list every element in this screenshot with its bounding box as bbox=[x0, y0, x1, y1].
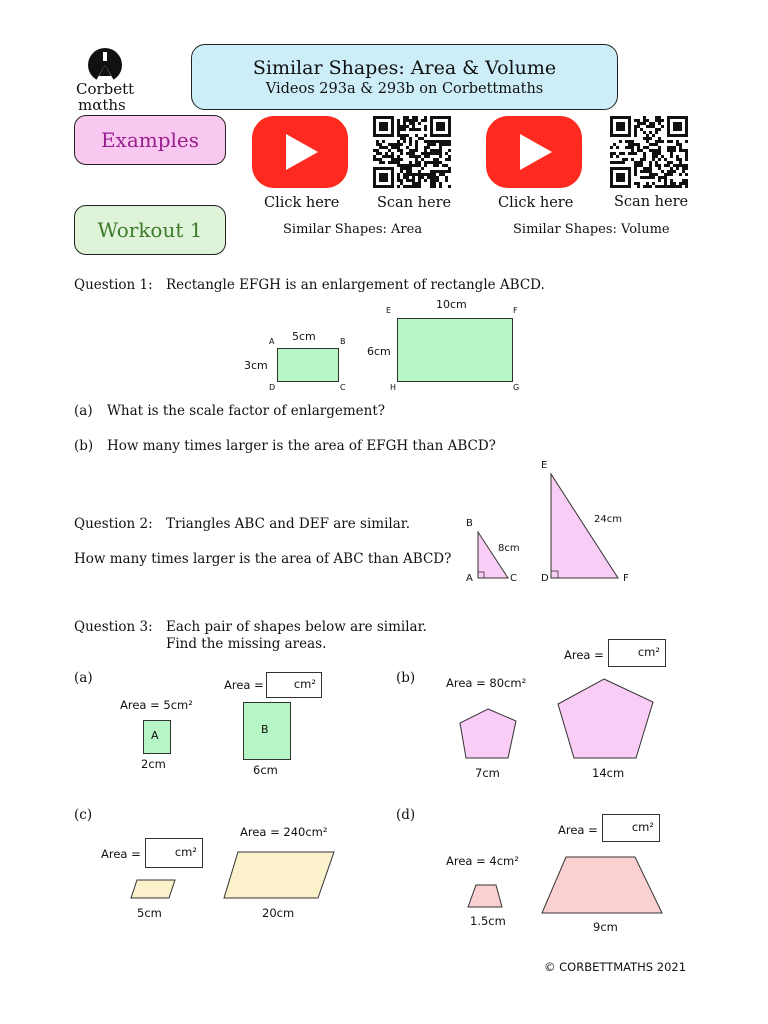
vertex-label: E bbox=[541, 460, 548, 471]
vertex-label: A bbox=[466, 573, 473, 584]
length-label: 5cm bbox=[292, 330, 316, 343]
unit-label: cm² bbox=[174, 845, 197, 859]
click-here-link-1[interactable]: Click here bbox=[264, 195, 340, 211]
q1a-text: What is the scale factor of enlargement? bbox=[107, 403, 386, 419]
pentagons-diagram bbox=[450, 676, 670, 766]
corbettmaths-logo bbox=[74, 46, 136, 114]
shape-label: A bbox=[151, 729, 159, 742]
q3-text-1: Each pair of shapes below are similar. bbox=[166, 619, 427, 635]
q1-label: Question 1: bbox=[74, 277, 153, 293]
answer-box-a[interactable] bbox=[266, 672, 322, 698]
q2-text: Triangles ABC and DEF are similar. bbox=[166, 516, 411, 532]
page-title: Similar Shapes: Area & Volume bbox=[252, 57, 557, 79]
trapezium-large bbox=[542, 857, 662, 913]
pentagon-small bbox=[460, 709, 516, 758]
title-banner bbox=[191, 44, 618, 110]
q3-text-2: Find the missing areas. bbox=[166, 636, 327, 652]
length-label: 1.5cm bbox=[470, 914, 506, 928]
video-caption-1: Similar Shapes: Area bbox=[283, 222, 423, 237]
examples-button[interactable]: Examples bbox=[74, 115, 226, 165]
vertex-label: E bbox=[386, 306, 392, 315]
parallelograms-diagram bbox=[120, 846, 350, 906]
area-prefix: Area = bbox=[224, 678, 264, 692]
vertex-label: F bbox=[513, 306, 518, 315]
unit-label: cm² bbox=[631, 820, 654, 834]
vertex-label: C bbox=[510, 573, 517, 584]
length-label: 2cm bbox=[141, 757, 166, 771]
copyright-footer: © CORBETTMATHS 2021 bbox=[544, 960, 687, 974]
answer-box-d[interactable] bbox=[602, 814, 660, 842]
pentagon-large bbox=[558, 679, 653, 758]
length-label: 5cm bbox=[137, 906, 162, 920]
length-label: 20cm bbox=[262, 906, 295, 920]
unit-label: cm² bbox=[637, 645, 660, 659]
q1b-label: (b) bbox=[74, 438, 94, 454]
scan-here-label-1: Scan here bbox=[377, 195, 452, 211]
trapeziums-diagram bbox=[460, 852, 670, 918]
play-icon bbox=[286, 134, 318, 170]
vertex-label: B bbox=[340, 337, 346, 346]
length-label: 7cm bbox=[475, 766, 500, 780]
triangle-def bbox=[551, 474, 618, 578]
area-prefix: Area = bbox=[101, 847, 141, 861]
q1b-text: How many times larger is the area of EFGH than ABCD? bbox=[107, 438, 496, 454]
length-label: 24cm bbox=[594, 514, 622, 525]
q2-label: Question 2: bbox=[74, 516, 153, 532]
video-caption-2: Similar Shapes: Volume bbox=[513, 222, 670, 237]
q3-label: Question 3: bbox=[74, 619, 153, 635]
qr-code-icon-2[interactable] bbox=[610, 116, 688, 188]
trapezium-small bbox=[468, 885, 502, 907]
logo-text-maths: mαths bbox=[78, 96, 126, 114]
known-area-label: Area = 240cm² bbox=[240, 825, 328, 839]
length-label: 14cm bbox=[592, 766, 625, 780]
q3a-label: (a) bbox=[74, 670, 93, 686]
length-label: 6cm bbox=[253, 763, 278, 777]
q1a-label: (a) bbox=[74, 403, 93, 419]
unit-label: cm² bbox=[293, 677, 316, 691]
q3d-label: (d) bbox=[396, 807, 416, 823]
length-label: 10cm bbox=[436, 298, 467, 311]
known-area-label: Area = 4cm² bbox=[446, 854, 519, 868]
vertex-label: D bbox=[269, 383, 276, 392]
vertex-label: A bbox=[269, 337, 275, 346]
vertex-label: D bbox=[541, 573, 549, 584]
length-label: 3cm bbox=[244, 359, 268, 372]
play-icon bbox=[520, 134, 552, 170]
length-label: 6cm bbox=[367, 345, 391, 358]
click-here-link-2[interactable]: Click here bbox=[498, 195, 574, 211]
parallelogram-small bbox=[131, 880, 175, 898]
page-subtitle: Videos 293a & 293b on Corbettmaths bbox=[265, 81, 544, 97]
q2-subquestion: How many times larger is the area of ABC than ABCD? bbox=[74, 551, 452, 567]
shape-label: B bbox=[261, 723, 269, 736]
logo-text-corbett: Corbett bbox=[76, 80, 135, 98]
length-label: 9cm bbox=[593, 920, 618, 934]
known-area-label: Area = 5cm² bbox=[120, 698, 193, 712]
qr-code-icon-1[interactable] bbox=[373, 116, 451, 188]
vertex-label: C bbox=[340, 383, 346, 392]
parallelogram-large bbox=[224, 852, 334, 898]
vertex-label: B bbox=[466, 518, 473, 529]
youtube-play-button-2[interactable] bbox=[486, 116, 582, 188]
known-area-label: Area = 80cm² bbox=[446, 676, 527, 690]
q3c-label: (c) bbox=[74, 807, 93, 823]
triangle-abc bbox=[478, 532, 508, 578]
vertex-label: G bbox=[513, 383, 520, 392]
rectangle-efgh bbox=[397, 318, 513, 382]
area-prefix: Area = bbox=[558, 823, 598, 837]
q3b-label: (b) bbox=[396, 670, 416, 686]
workout-button[interactable]: Workout 1 bbox=[74, 205, 226, 255]
rectangle-abcd bbox=[277, 348, 339, 382]
youtube-play-button-1[interactable] bbox=[252, 116, 348, 188]
q1-text: Rectangle EFGH is an enlargement of rectangle ABCD. bbox=[166, 277, 545, 293]
area-prefix: Area = bbox=[564, 648, 604, 662]
length-label: 8cm bbox=[498, 543, 520, 554]
scan-here-label-2: Scan here bbox=[614, 194, 689, 210]
vertex-label: H bbox=[390, 383, 397, 392]
vertex-label: F bbox=[623, 573, 629, 584]
answer-box-b[interactable] bbox=[608, 639, 666, 667]
